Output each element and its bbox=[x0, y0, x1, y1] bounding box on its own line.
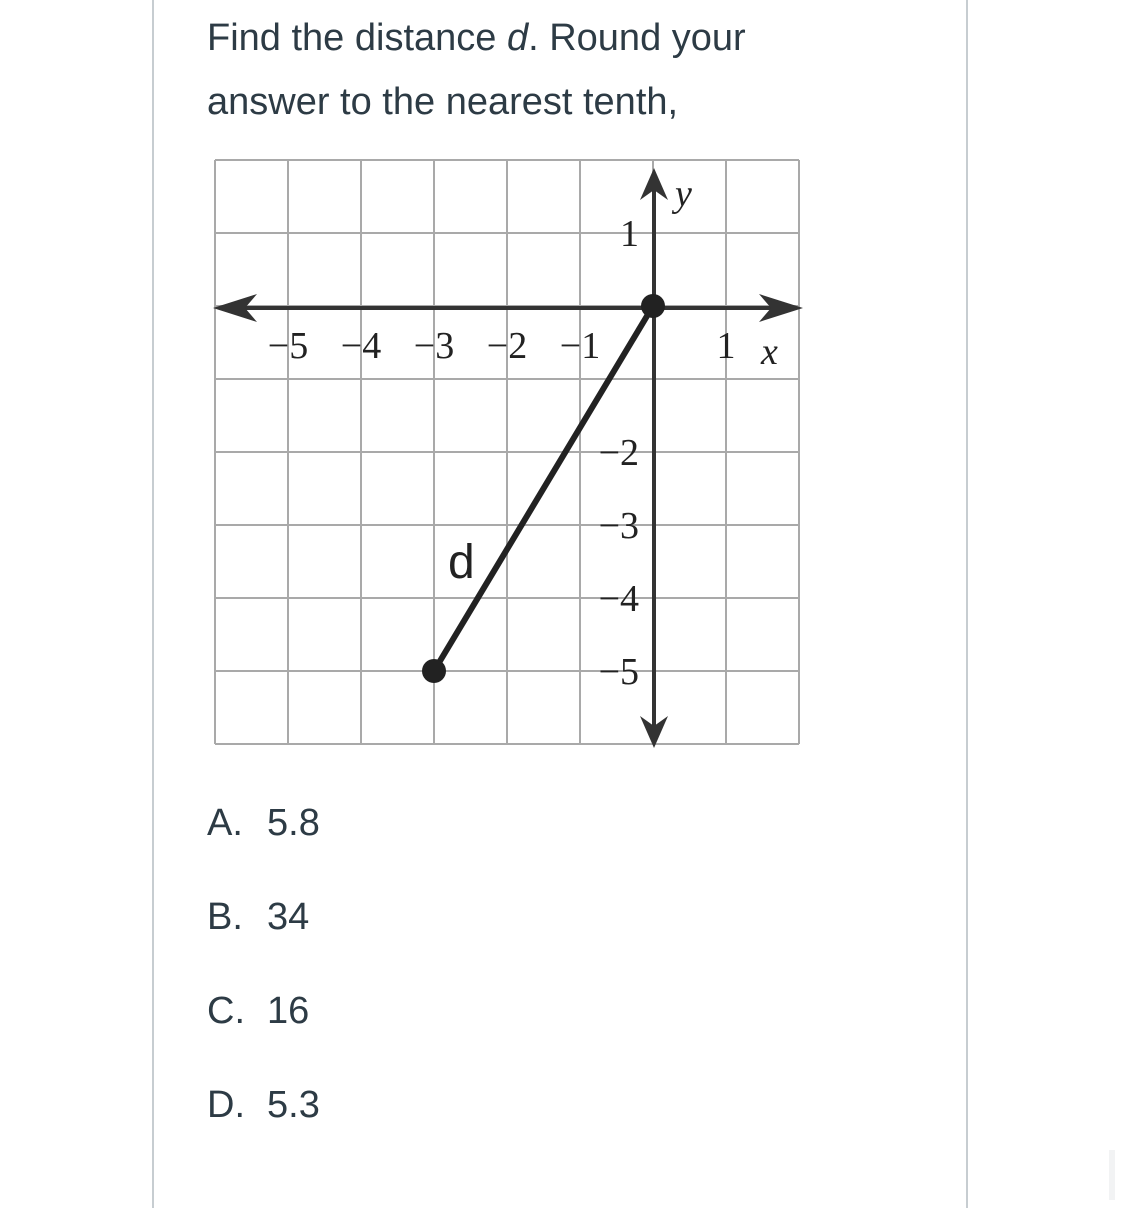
answer-option-c[interactable] bbox=[207, 983, 320, 1077]
answer-value: 16 bbox=[267, 990, 310, 1032]
x-tick-label: −5 bbox=[267, 325, 309, 367]
y-axis-label: y bbox=[675, 173, 692, 215]
x-tick-label: −2 bbox=[486, 325, 528, 367]
x-tick-label: 1 bbox=[716, 325, 736, 367]
answer-value: 5.3 bbox=[267, 1084, 320, 1126]
answer-letter: C. bbox=[207, 990, 245, 1032]
scrollbar-hint[interactable] bbox=[1109, 1150, 1115, 1200]
question-prompt bbox=[207, 6, 847, 134]
answer-letter: B. bbox=[207, 896, 243, 938]
answer-letter: A. bbox=[207, 802, 243, 844]
y-tick-label: −3 bbox=[598, 505, 639, 547]
x-axis-label: x bbox=[761, 331, 778, 373]
x-tick-label: −1 bbox=[559, 325, 601, 367]
x-tick-label: −4 bbox=[340, 325, 382, 367]
grid-lines bbox=[215, 160, 799, 744]
question-variable: d bbox=[506, 17, 529, 59]
coordinate-graph bbox=[205, 150, 815, 760]
answer-option-b[interactable] bbox=[207, 889, 320, 983]
answer-list bbox=[207, 795, 320, 1171]
y-tick-label: 1 bbox=[620, 213, 639, 255]
answer-value: 5.8 bbox=[267, 802, 320, 844]
y-tick-label: −5 bbox=[598, 651, 639, 693]
y-tick-label: −2 bbox=[598, 432, 639, 474]
answer-value: 34 bbox=[267, 896, 310, 938]
y-tick-label: −4 bbox=[598, 578, 639, 620]
answer-letter: D. bbox=[207, 1084, 245, 1126]
segment-endpoint bbox=[641, 294, 665, 318]
answer-option-d[interactable] bbox=[207, 1077, 320, 1171]
question-text-part1: Find the distance bbox=[207, 17, 507, 59]
segment-label: d bbox=[448, 536, 475, 589]
segment-endpoint bbox=[422, 659, 446, 683]
x-tick-label: −3 bbox=[413, 325, 455, 367]
question-text-part2: . Round your answer to the nearest tenth, bbox=[207, 17, 746, 123]
answer-option-a[interactable] bbox=[207, 795, 320, 889]
